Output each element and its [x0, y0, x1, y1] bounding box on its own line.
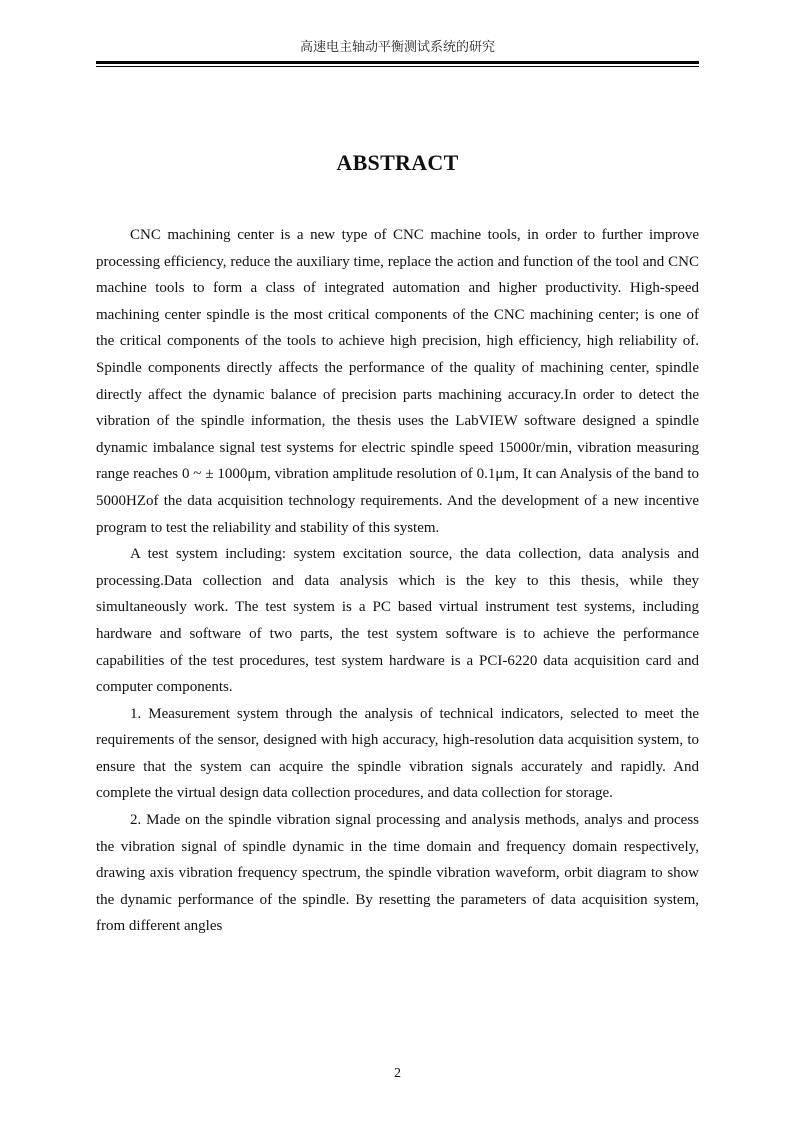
header-rule-thin	[96, 66, 699, 67]
paragraph-3: 1. Measurement system through the analysis of technical indicators, selected to meet the requirements of the sensor, designed with high accuracy, high-resolution data acquisition system, to ensure that the system can acquire the spindle vibration signals accurately and rapidly. And complete the virtual design data collection procedures, and data collection for storage.	[96, 705, 699, 802]
paragraph-2: A test system including: system excitation source, the data collection, data analysis and processing.Data collection and data analysis which is the key to this thesis, while they simultaneously work. The test system is a PC based virtual instrument test systems, including hardware and software of two parts, the test system software is to achieve the performance capabilities of the test procedures, test system hardware is a PCI-6220 data acquisition card and computer components.	[96, 546, 699, 696]
running-header: 高速电主轴动平衡测试系统的研究	[299, 40, 495, 55]
abstract-title: ABSTRACT	[336, 150, 459, 175]
paragraph-4: 2. Made on the spindle vibration signal processing and analysis methods, analys and process the vibration signal of spindle dynamic in the time domain and frequency domain respectively, drawing axis vibration frequency spectrum, the spindle vibration waveform, orbit diagram to show the dynamic performance of the spindle. By resetting the parameters of data acquisition system, from different angles	[96, 812, 699, 935]
header-rule-thick	[96, 61, 699, 64]
abstract-body	[96, 222, 699, 940]
paragraph-1: CNC machining center is a new type of CNC machine tools, in order to further improve processing efficiency, reduce the auxiliary time, replace the action and function of the tool and CNC machine tools to form a class of integrated automation and higher productivity. High-speed machining center spindle is the most critical components of the CNC machining center; is one of the critical components of the tools to achieve high precision, high efficiency, high reliability of. Spindle components directly affects the performance of the quality of machining center, spindle directly affect the dynamic balance of precision parts machining accuracy.In order to detect the vibration of the spindle information, the thesis uses the LabVIEW software designed a spindle dynamic imbalance signal test systems for electric spindle speed 15000r/min, vibration measuring range reaches 0 ~ ± 1000μm, vibration amplitude resolution of 0.1μm, It can Analysis of the band to 5000HZof the data acquisition technology requirements. And the development of a new incentive program to test the reliability and stability of this system.	[96, 227, 699, 536]
page-number: 2	[394, 1066, 401, 1081]
